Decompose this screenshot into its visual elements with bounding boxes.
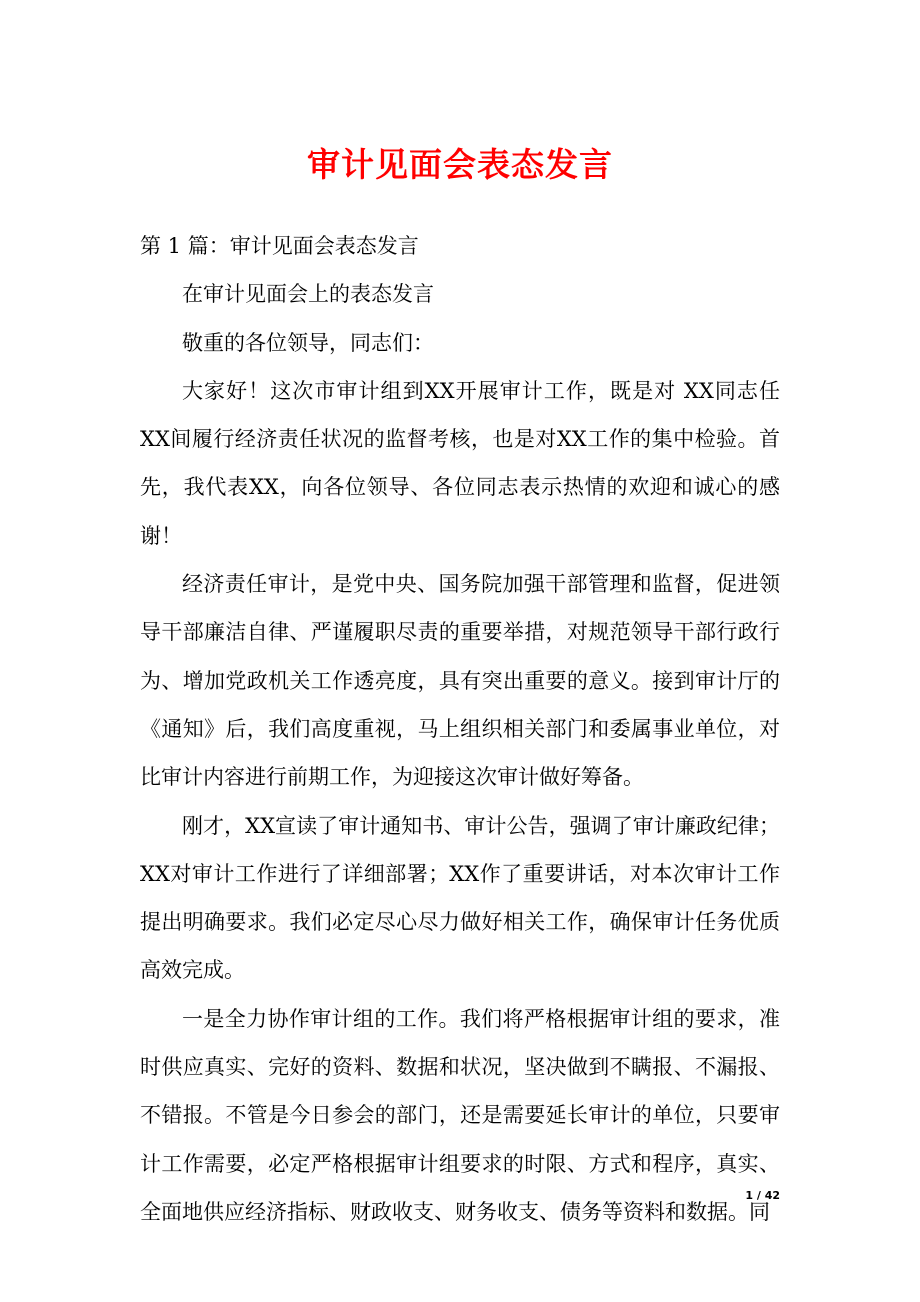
speech-title: 在审计见面会上的表态发言 — [182, 282, 434, 307]
page-number: 1 / 42 — [745, 1189, 780, 1202]
salutation: 敬重的各位领导，同志们： — [182, 330, 434, 355]
paragraph-significance: 经济责任审计，是党中央、国务院加强干部管理和监督，促进领导干部廉洁自律、严谨履职尽责的重要举措，对规范领导干部行政行为、增加党政机关工作透亮度，具有突出重要的意义。接到审计厅的《通知》后，我们高度重视，马上组织相关部门和委属事业单位，对比审计内容进行前期工作，为迎接这次审计做好筹备。 — [140, 572, 780, 790]
document-body — [140, 222, 780, 1236]
paragraph-point-one: 一是全力协作审计组的工作。我们将严格根据审计组的要求，准时供应真实、完好的资料、数据和状况，坚决做到不瞒报、不漏报、不错报。不管是今日参会的部门，还是需要延长审计的单位，只要审计工作需要，必定严格根据审计组要求的时限、方式和程序，真实、全面地供应经济指标、财政收支、财务收支、债务等资料和数据。同 — [140, 1006, 780, 1224]
paragraph-greeting: 大家好！这次市审计组到XX开展审计工作，既是对 XX同志任XX间履行经济责任状况的监督考核，也是对XX工作的集中检验。首先，我代表XX，向各位领导、各位同志表示热情的欢迎和诚心的感谢！ — [140, 378, 780, 548]
paragraph-commitment: 刚才，XX宣读了审计通知书、审计公告，强调了审计廉政纪律；XX对审计工作进行了详细部署；XX作了重要讲话，对本次审计工作提出明确要求。我们必定尽心尽力做好相关工作，确保审计任务优质高效完成。 — [140, 813, 780, 983]
document-title: 审计见面会表态发言 — [307, 145, 613, 184]
section-heading: 第 1 篇：审计见面会表态发言 — [140, 234, 419, 258]
